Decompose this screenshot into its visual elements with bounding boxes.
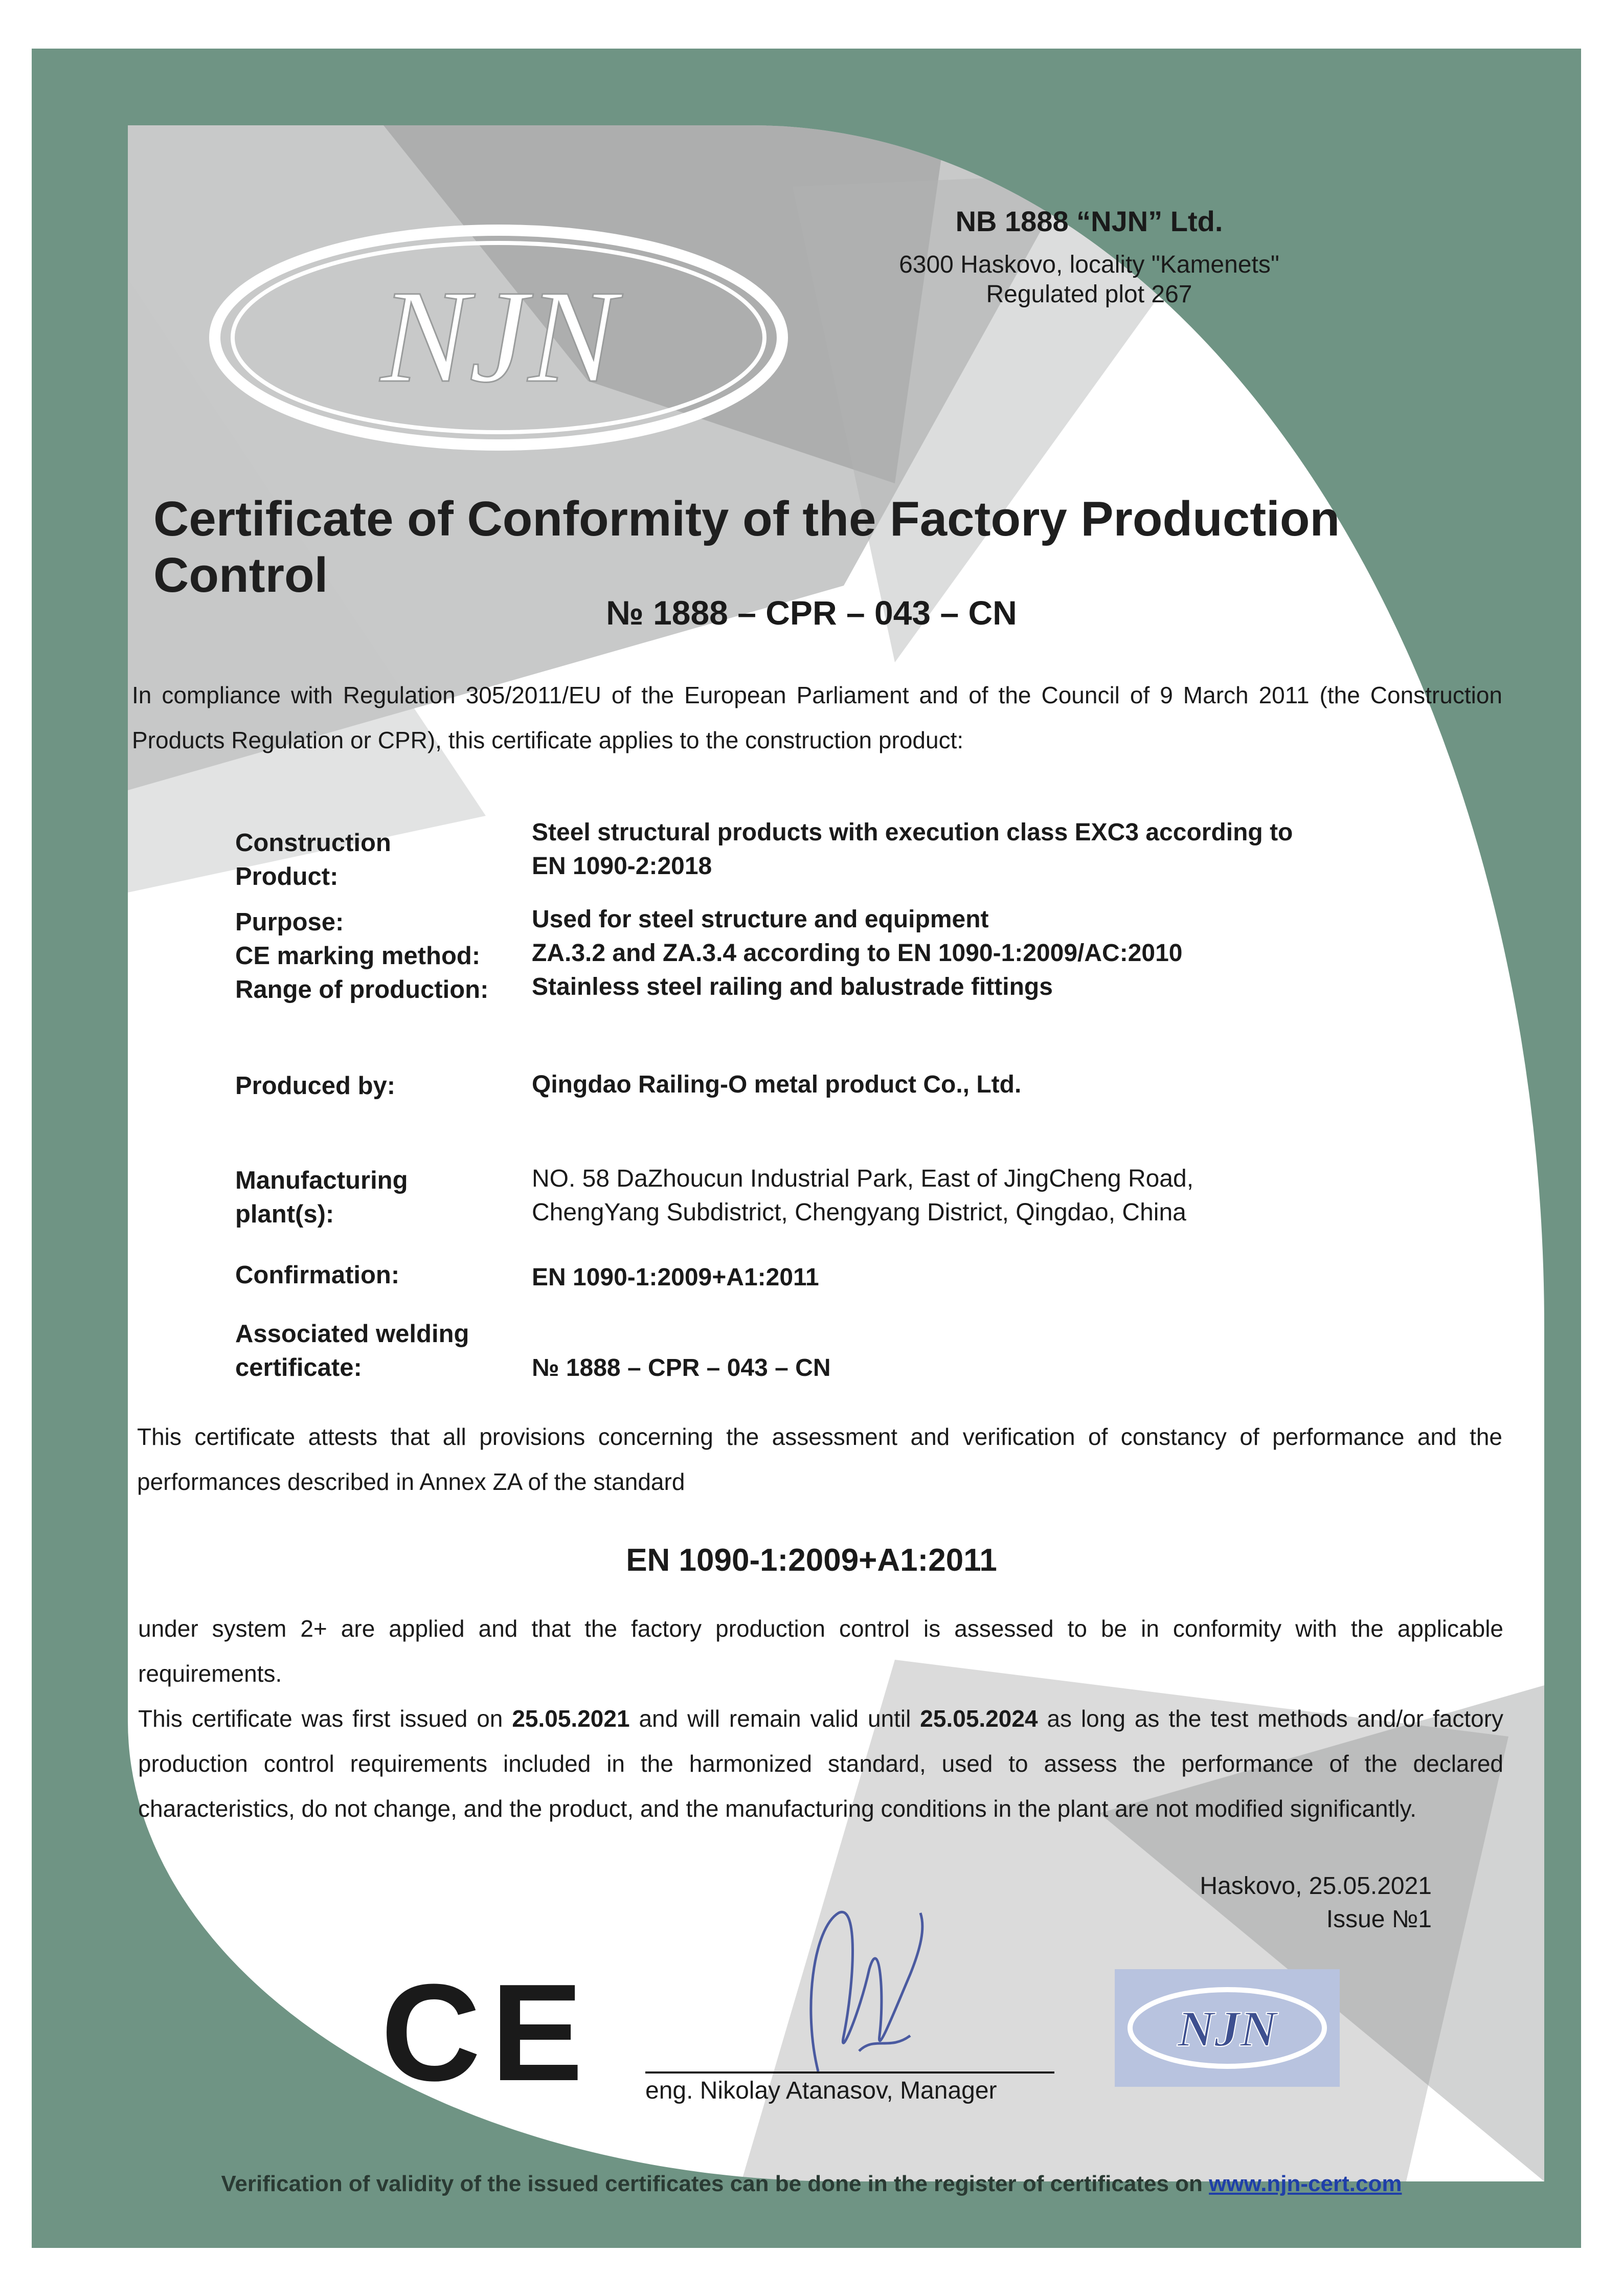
range-label: Range of production: xyxy=(235,976,489,1004)
ce-marking-value: ZA.3.2 and ZA.3.4 according to EN 1090-1:2009/AC:2010 xyxy=(532,940,1183,967)
certificate-title: Certificate of Conformity of the Factory Production Control xyxy=(153,492,1340,603)
place-and-date: Haskovo, 25.05.2021 xyxy=(1200,1873,1432,1900)
construction-product-label: Construction Product: xyxy=(235,829,391,890)
purpose-value: Used for steel structure and equipment xyxy=(532,906,989,933)
hologram-logo-text: NJN xyxy=(1177,2000,1277,2057)
valid-until-date: 25.05.2024 xyxy=(920,1705,1038,1732)
manager-signature xyxy=(757,1882,972,2087)
signatory-name: eng. Nikolay Atanasov, Manager xyxy=(645,2077,997,2104)
confirmation-value: EN 1090-1:2009+A1:2011 xyxy=(532,1264,819,1291)
signature-line xyxy=(645,2071,1054,2074)
produced-by-value: Qingdao Railing-O metal product Co., Ltd. xyxy=(532,1071,1022,1098)
closing-paragraph: under system 2+ are applied and that the factory production control is assessed to be in conformity with the applicable requirements. This certificate was first issued on 25.05.2021 and will remain valid until 25.05.2024 as long as the test methods and/or factory production control requirements included in the harmonized standard, used to assess the performance of the declared characteristics, do not change, and the product, and the manufacturing conditions in the plant are not modified significantly. xyxy=(138,1615,1504,1822)
issue-number: Issue №1 xyxy=(1326,1906,1432,1933)
attestation-paragraph: This certificate attests that all provisions concerning the assessment and verification of constancy of performance and the performances described in Annex ZA of the standard xyxy=(137,1423,1502,1495)
welding-certificate-value: № 1888 – CPR – 043 – CN xyxy=(532,1354,831,1381)
ce-marking-label: CE marking method: xyxy=(235,942,481,970)
manufacturing-plant-value: NO. 58 DaZhoucun Industrial Park, East of JingCheng Road, ChengYang Subdistrict, Chengyang District, Qingdao, China xyxy=(532,1165,1194,1226)
hologram-seal xyxy=(1115,1969,1340,2087)
issuer-address-line1: 6300 Haskovo, locality "Kamenets" xyxy=(899,251,1279,278)
certificate-number: № 1888 – CPR – 043 – CN xyxy=(606,594,1017,632)
construction-product-value: Steel structural products with execution class EXC3 according to EN 1090-2:2018 xyxy=(532,819,1293,880)
issuer-address-line2: Regulated plot 267 xyxy=(986,281,1192,308)
produced-by-label: Produced by: xyxy=(235,1072,396,1100)
harmonized-standard: EN 1090-1:2009+A1:2011 xyxy=(626,1543,997,1578)
intro-paragraph: In compliance with Regulation 305/2011/EU of the European Parliament and of the Council of 9 March 2011 (the Construction Products Regulation or CPR), this certificate applies to the construction product: xyxy=(132,682,1502,753)
issue-date: 25.05.2021 xyxy=(512,1705,630,1732)
purpose-label: Purpose: xyxy=(235,908,344,936)
issuer-name: NB 1888 “NJN” Ltd. xyxy=(955,205,1223,237)
manufacturing-plant-label: Manufacturing plant(s): xyxy=(235,1167,408,1228)
njn-logo xyxy=(205,217,793,458)
ce-mark: CE xyxy=(381,1956,594,2110)
range-value: Stainless steel railing and balustrade fittings xyxy=(532,973,1053,1000)
footer-link[interactable]: www.njn-cert.com xyxy=(1209,2171,1402,2196)
footer-verification: Verification of validity of the issued certificates can be done in the register of certificates on www.njn-cert.com xyxy=(221,2171,1402,2196)
njn-logo-text: NJN xyxy=(380,263,617,410)
welding-certificate-label: Associated welding certificate: xyxy=(235,1320,469,1381)
confirmation-label: Confirmation: xyxy=(235,1261,400,1289)
